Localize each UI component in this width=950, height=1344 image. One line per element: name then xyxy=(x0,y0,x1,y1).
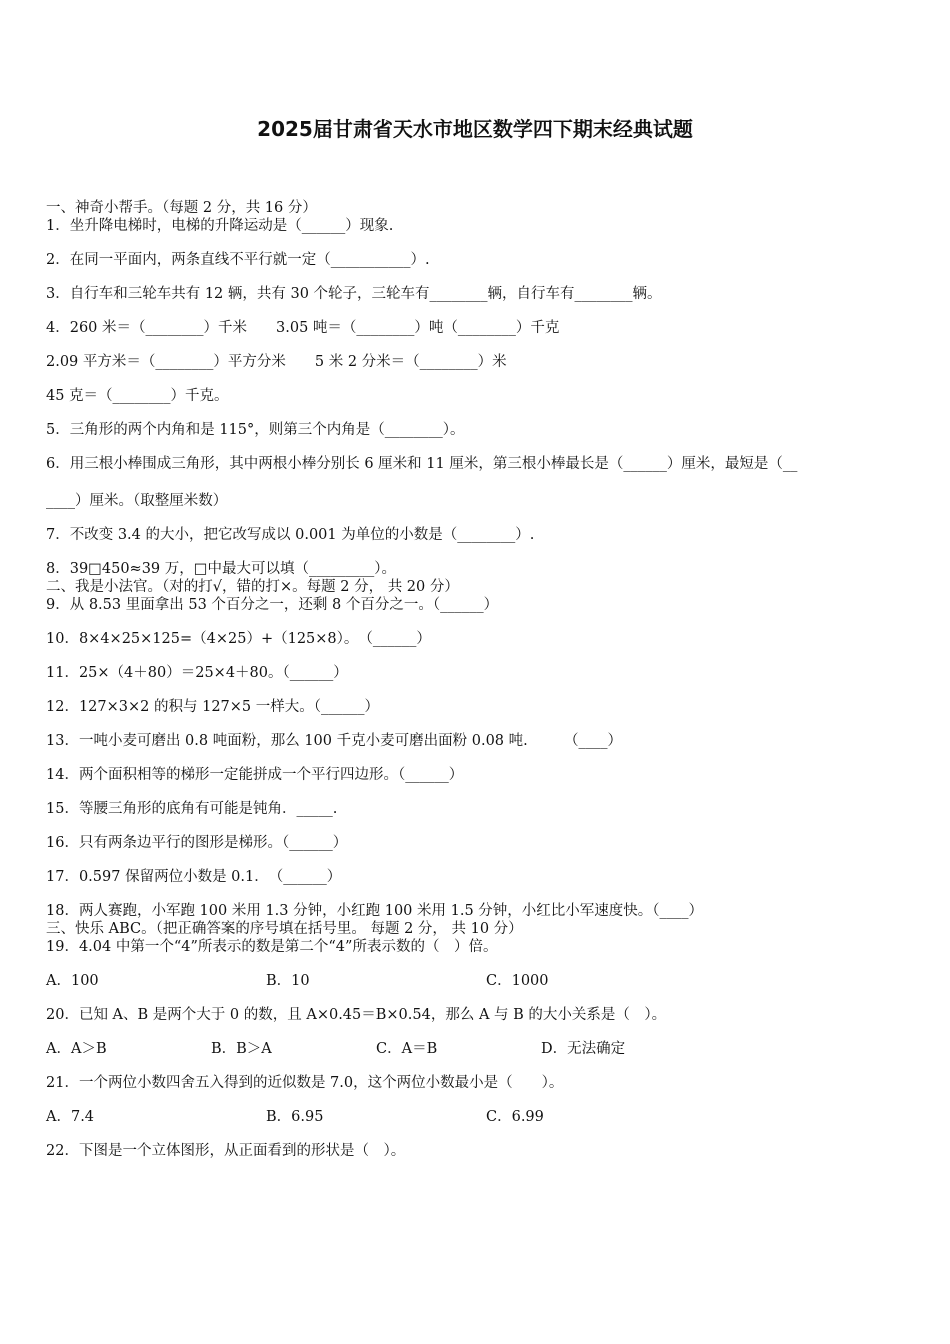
page-title: 2025届甘肃省天水市地区数学四下期末经典试题 xyxy=(257,117,693,141)
question-10: 10．8×4×25×125=（4×25）+（125×8）。 （______） xyxy=(46,631,431,647)
question-16: 16．只有两条边平行的图形是梯形。（______） xyxy=(46,835,348,851)
question-20-options xyxy=(46,1040,906,1058)
question-18: 18．两人赛跑，小军跑 100 米用 1.3 分钟，小红跑 100 米用 1.5 分钟，小红比小军速度快。（____） xyxy=(46,903,704,919)
question-4-line-3: 45 克＝（________）千克。 xyxy=(46,388,229,404)
question-22: 22．下图是一个立体图形，从正面看到的形状是（ ）。 xyxy=(46,1143,406,1159)
q20-option-a: A．A＞B xyxy=(46,1041,107,1057)
question-21: 21．一个两位小数四舍五入得到的近似数是 7.0，这个两位小数最小是（ ）。 xyxy=(46,1075,564,1091)
question-8: 8．39□450≈39 万，□中最大可以填（_________）。 xyxy=(46,561,396,577)
question-13: 13．一吨小麦可磨出 0.8 吨面粉，那么 100 千克小麦可磨出面粉 0.08 吨. （____） xyxy=(46,733,622,749)
question-1: 1．坐升降电梯时，电梯的升降运动是（______）现象. xyxy=(46,218,394,234)
q20-option-d: D．无法确定 xyxy=(541,1041,626,1057)
question-5: 5．三角形的两个内角和是 115°，则第三个内角是（________）。 xyxy=(46,422,465,438)
question-7: 7．不改变 3.4 的大小，把它改写成以 0.001 为单位的小数是（________）. xyxy=(46,527,535,543)
question-4-line-1: 4．260 米＝（________）千米 3.05 吨＝（________）吨（________）千克 xyxy=(46,320,560,336)
question-19: 19．4.04 中第一个“4”所表示的数是第二个“4”所表示数的（ ）倍。 xyxy=(46,939,498,955)
question-14: 14．两个面积相等的梯形一定能拼成一个平行四边形。（______） xyxy=(46,767,464,783)
question-21-options xyxy=(46,1108,906,1126)
q19-option-c: C．1000 xyxy=(486,973,549,989)
question-11: 11．25×（4＋80）＝25×4＋80。（______） xyxy=(46,665,348,681)
q19-option-a: A．100 xyxy=(46,973,99,989)
question-12: 12．127×3×2 的积与 127×5 一样大。（______） xyxy=(46,699,380,715)
question-4-line-2: 2.09 平方米＝（________）平方分米 5 米 2 分米＝（________）米 xyxy=(46,354,507,370)
section-2-heading: 二、我是小法官。（对的打√，错的打×。每题 2 分， 共 20 分） xyxy=(46,579,459,595)
question-17: 17．0.597 保留两位小数是 0.1． （______） xyxy=(46,869,342,885)
question-6-line-2: ____）厘米。（取整厘米数） xyxy=(46,493,228,509)
section-3-heading: 三、快乐 ABC。（把正确答案的序号填在括号里。 每题 2 分， 共 10 分） xyxy=(46,921,523,937)
question-2: 2．在同一平面内，两条直线不平行就一定（___________）. xyxy=(46,252,430,268)
question-19-options xyxy=(46,972,906,990)
q21-option-b: B．6.95 xyxy=(266,1109,324,1125)
q19-option-b: B．10 xyxy=(266,973,310,989)
question-list xyxy=(46,199,906,1160)
question-3: 3．自行车和三轮车共有 12 辆，共有 30 个轮子，三轮车有________辆，自行车有________辆。 xyxy=(46,286,662,302)
question-15: 15．等腰三角形的底角有可能是钝角．_____. xyxy=(46,801,338,817)
q21-option-a: A．7.4 xyxy=(46,1109,95,1125)
q20-option-c: C．A＝B xyxy=(376,1041,438,1057)
question-9: 9．从 8.53 里面拿出 53 个百分之一，还剩 8 个百分之一。（______） xyxy=(46,597,499,613)
q21-option-c: C．6.99 xyxy=(486,1109,544,1125)
question-6-line-1: 6．用三根小棒围成三角形，其中两根小棒分别长 6 厘米和 11 厘米，第三根小棒最长是（______）厘米，最短是（__ xyxy=(46,456,798,472)
section-1-heading: 一、神奇小帮手。（每题 2 分，共 16 分） xyxy=(46,200,317,216)
question-20: 20．已知 A、B 是两个大于 0 的数，且 A×0.45＝B×0.54，那么 A 与 B 的大小关系是（ ）。 xyxy=(46,1007,667,1023)
q20-option-b: B．B＞A xyxy=(211,1041,272,1057)
